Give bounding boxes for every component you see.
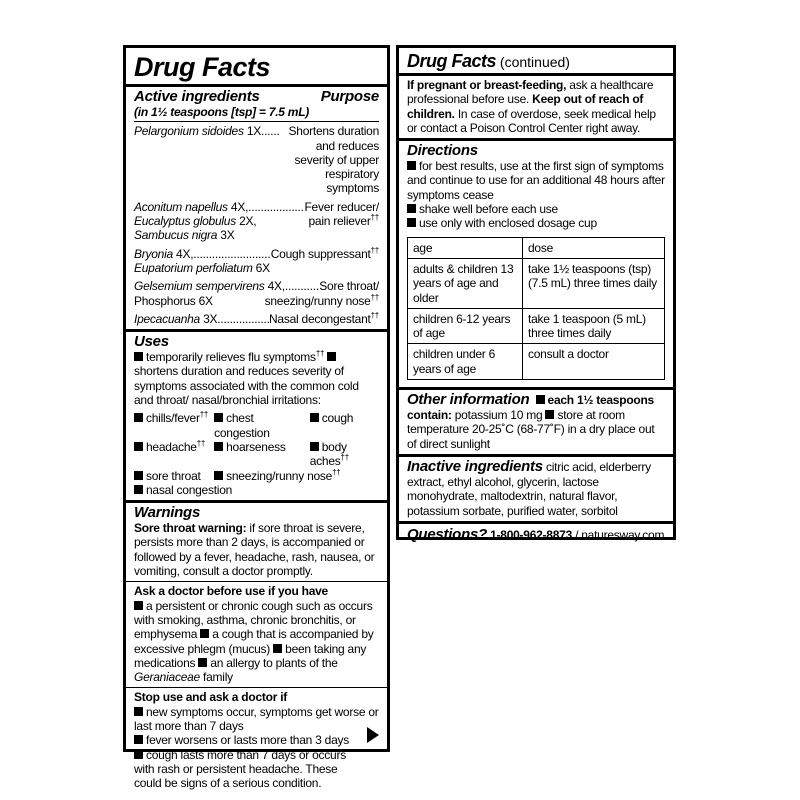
uses-section <box>126 329 387 500</box>
dose-note: (in 1½ teaspoons [tsp] = 7.5 mL) <box>134 105 310 119</box>
continue-arrow-icon <box>367 727 379 743</box>
table-row: age dose <box>408 237 665 258</box>
bullet-icon <box>327 352 336 361</box>
directions-section: Directions for best results, use at the first sign of symptoms and continue to use for an additional 48 hours after symptoms cease shake well before each use use only with enclosed dosage cup age dose adults & children 13 years of age and older take 1½ teaspoons (tsp) (7.5 mL) three times daily children 6-12 years of age take 1 teaspoon (5 mL) three times daily children under 6 years of age consult a doctor <box>399 138 673 387</box>
active-ingredients-section <box>126 84 387 329</box>
drug-facts-title: Drug Facts <box>134 52 271 82</box>
drug-facts-continued-title: Drug Facts (continued) <box>407 51 570 71</box>
table-row: children 6-12 years of age take 1 teaspoon (5 mL) three times daily <box>408 308 665 344</box>
stop-use-heading: Stop use and ask a doctor if <box>134 690 288 705</box>
table-row: children under 6 years of age consult a doctor <box>408 344 665 380</box>
purpose-heading: Purpose <box>320 88 379 105</box>
ingredient-row: Ipecacuanha 3X ..... Nasal decongestant†† <box>134 312 379 326</box>
list-item: chest congestion <box>214 411 270 440</box>
list-item: headache†† <box>134 440 208 469</box>
drug-facts-panel-left <box>123 45 390 791</box>
list-item: sneezing/runny nose†† <box>214 469 379 483</box>
ingredient-row: Aconitum napellus 4X, ..... Fever reducer/ Eucalyptus globulus 2X, pain reliever†† Sambucus nigra 3X <box>134 200 379 243</box>
pregnancy-section: If pregnant or breast-feeding, ask a healthcare professional before use. Keep out of reach of children. In case of overdose, seek medical help or contact a Poison Control Center right away. <box>399 73 673 138</box>
list-item: nasal congestion <box>134 483 379 497</box>
list-item: chills/fever†† <box>134 411 208 440</box>
ingredient-row: Pelargonium sidoides 1X...... Shortens duration and reduces severity of upper respiratory symptoms <box>134 121 379 195</box>
table-row: adults & children 13 years of age and older take 1½ teaspoons (tsp) (7.5 mL) three times daily <box>408 258 665 308</box>
ingredient-row: Gelsemium sempervirens 4X, ..... Sore throat/ Phosphorus 6X sneezing/runny nose†† <box>134 279 379 308</box>
ingredient-row: Bryonia 4X, ..... Cough suppressant†† Eupatorium perfoliatum 6X <box>134 247 379 276</box>
sore-throat-warning: Sore throat warning: if sore throat is severe, persists more than 2 days, is accompanied or followed by a fever, headache, rash, nausea, or vomiting, consult a doctor promptly. <box>134 521 375 579</box>
list-item: body aches†† <box>309 439 349 469</box>
bullet-icon <box>134 352 143 361</box>
active-ingredients-heading: Active ingredients <box>134 88 260 105</box>
warnings-heading: Warnings <box>134 504 201 522</box>
symptom-list <box>134 411 379 497</box>
drug-facts-panel-right <box>396 45 676 543</box>
stop-use-section: Stop use and ask a doctor if new symptoms occur, symptoms get worse or last more than 7 days fever worsens or lasts more than 3 days cough lasts more than 7 days or occurs with rash or persistent headache. These could be signs of a serious condition. <box>126 687 387 793</box>
uses-text: temporarily relieves flu symptoms†† shortens duration and reduces severity of symptoms associated with the common cold and throat/ nasal/bronchial irritations: <box>134 349 359 408</box>
directions-heading: Directions <box>407 142 478 160</box>
inactive-ingredients-section: Inactive ingredients citric acid, elderberry extract, ethyl alcohol, glycerin, lactose monohydrate, maltodextrin, natural flavor, potassium sorbate, purified water, sorbitol <box>399 454 673 521</box>
ask-doctor-section: Ask a doctor before use if you have a persistent or chronic cough such as occurs with smoking, asthma, chronic bronchitis, or emphysema a cough that is accompanied by excessive phlegm (mucus) been taking any medications an allergy to plants of the Geraniaceae family <box>126 581 387 687</box>
list-item: hoarseness <box>214 440 304 469</box>
warnings-section <box>126 500 387 581</box>
ask-doctor-heading: Ask a doctor before use if you have <box>134 584 328 599</box>
list-item: sore throat <box>134 469 208 483</box>
uses-heading: Uses <box>134 333 169 351</box>
dosage-table <box>407 237 665 380</box>
other-information-section: Other information each 1½ teaspoons contain: potassium 10 mg store at room temperature 20-25˚C (68-77˚F) in a dry place out of direct sunlight <box>399 387 673 454</box>
questions-section: Questions? 1-800-962-8873 / naturesway.com <box>399 521 673 546</box>
list-item: cough <box>310 411 379 440</box>
